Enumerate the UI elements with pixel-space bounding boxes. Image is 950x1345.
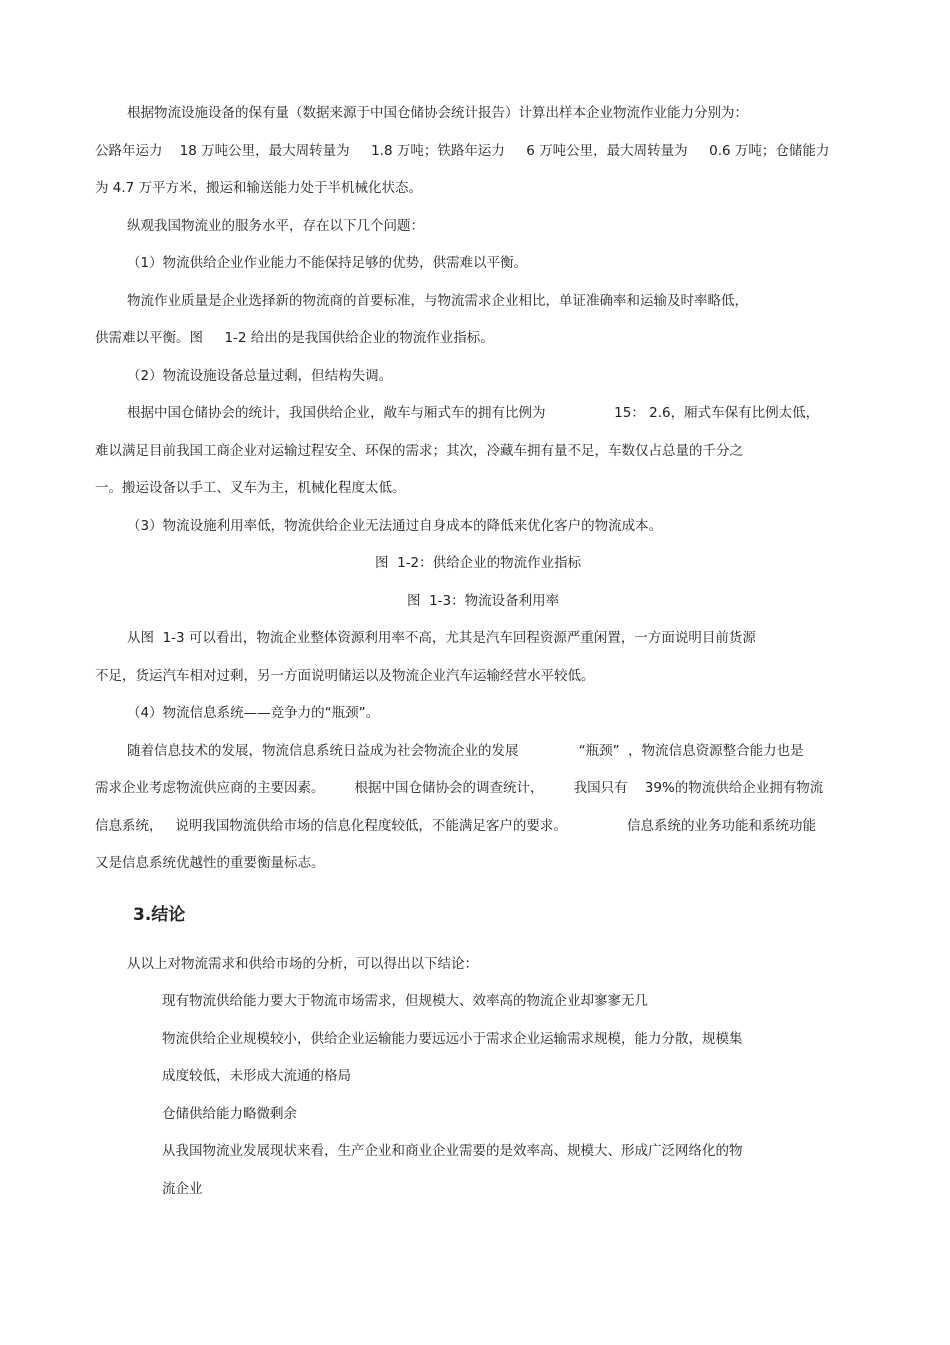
paragraph-line: 随着信息技术的发展，物流信息系统日益成为社会物流企业的发展 “瓶颈” ，物流信息资源整合能力也是 (127, 743, 804, 759)
list-heading: （2）物流设施设备总量过剩，但结构失调。 (127, 368, 393, 384)
section-number: 3. (133, 905, 152, 925)
figure-caption: 图 1-2：供给企业的物流作业指标 (375, 555, 582, 571)
list-heading: （3）物流设施利用率低，物流供给企业无法通过自身成本的降低来优化客户的物流成本。 (127, 518, 663, 534)
paragraph-line: 根据物流设施设备的保有量（数据来源于中国仓储协会统计报告）计算出样本企业物流作业能力分别为： (127, 105, 748, 121)
paragraph-line: 纵观我国物流业的服务水平，存在以下几个问题： (127, 218, 424, 234)
paragraph-line: 供需难以平衡。图 1-2 给出的是我国供给企业的物流作业指标。 (95, 330, 494, 346)
paragraph-line: 公路年运力 18 万吨公里，最大周转量为 1.8 万吨；铁路年运力 6 万吨公里，最大周转量为 0.6 万吨；仓储能力 (95, 143, 830, 159)
conclusion-item: 从我国物流业发展现状来看，生产企业和商业企业需要的是效率高、规模大、形成广泛网络化的物 (162, 1143, 743, 1159)
paragraph-line: 为 4.7 万平方米，搬运和输送能力处于半机械化状态。 (95, 180, 423, 196)
paragraph-line: 物流作业质量是企业选择新的物流商的首要标准，与物流需求企业相比，单证准确率和运输及时率略低， (127, 293, 748, 309)
paragraph-line: 从图 1-3 可以看出，物流企业整体资源利用率不高，尤其是汽车回程资源严重闲置，一方面说明目前货源 (127, 630, 756, 646)
list-heading: （4）物流信息系统——竞争力的“瓶颈”。 (127, 705, 380, 721)
conclusion-item: 物流供给企业规模较小，供给企业运输能力要远远小于需求企业运输需求规模，能力分散，规模集 (162, 1031, 743, 1047)
section-title: 结论 (151, 905, 186, 925)
paragraph-line: 难以满足目前我国工商企业对运输过程安全、环保的需求；其次，冷藏车拥有量不足，车数仅占总量的千分之 (95, 443, 743, 459)
paragraph-line: 根据中国仓储协会的统计，我国供给企业，敞车与厢式车的拥有比例为 15： 2.6，厢式车保有比例太低， (127, 405, 820, 421)
list-heading: （1）物流供给企业作业能力不能保持足够的优势，供需难以平衡。 (127, 255, 528, 271)
paragraph-line: 又是信息系统优越性的重要衡量标志。 (95, 855, 325, 871)
paragraph-line: 信息系统， 说明我国物流供给市场的信息化程度较低，不能满足客户的要求。 信息系统的业务功能和系统功能 (95, 818, 816, 834)
conclusion-item: 现有物流供给能力要大于物流市场需求，但规模大、效率高的物流企业却寥寥无几 (162, 993, 648, 1009)
paragraph-line: 不足，货运汽车相对过剩，另一方面说明储运以及物流企业汽车运输经营水平较低。 (95, 668, 595, 684)
figure-caption: 图 1-3：物流设备利用率 (407, 593, 560, 609)
conclusion-item: 流企业 (162, 1181, 203, 1197)
section-heading (133, 905, 185, 925)
paragraph-line: 一。搬运设备以手工、叉车为主，机械化程度太低。 (95, 480, 406, 496)
paragraph-line: 需求企业考虑物流供应商的主要因素。 根据中国仓储协会的调查统计， 我国只有 39%的物流供给企业拥有物流 (95, 780, 824, 796)
conclusion-intro: 从以上对物流需求和供给市场的分析，可以得出以下结论： (127, 956, 478, 972)
conclusion-item: 仓储供给能力略微剩余 (162, 1106, 297, 1122)
conclusion-item: 成度较低，未形成大流通的格局 (162, 1068, 351, 1084)
